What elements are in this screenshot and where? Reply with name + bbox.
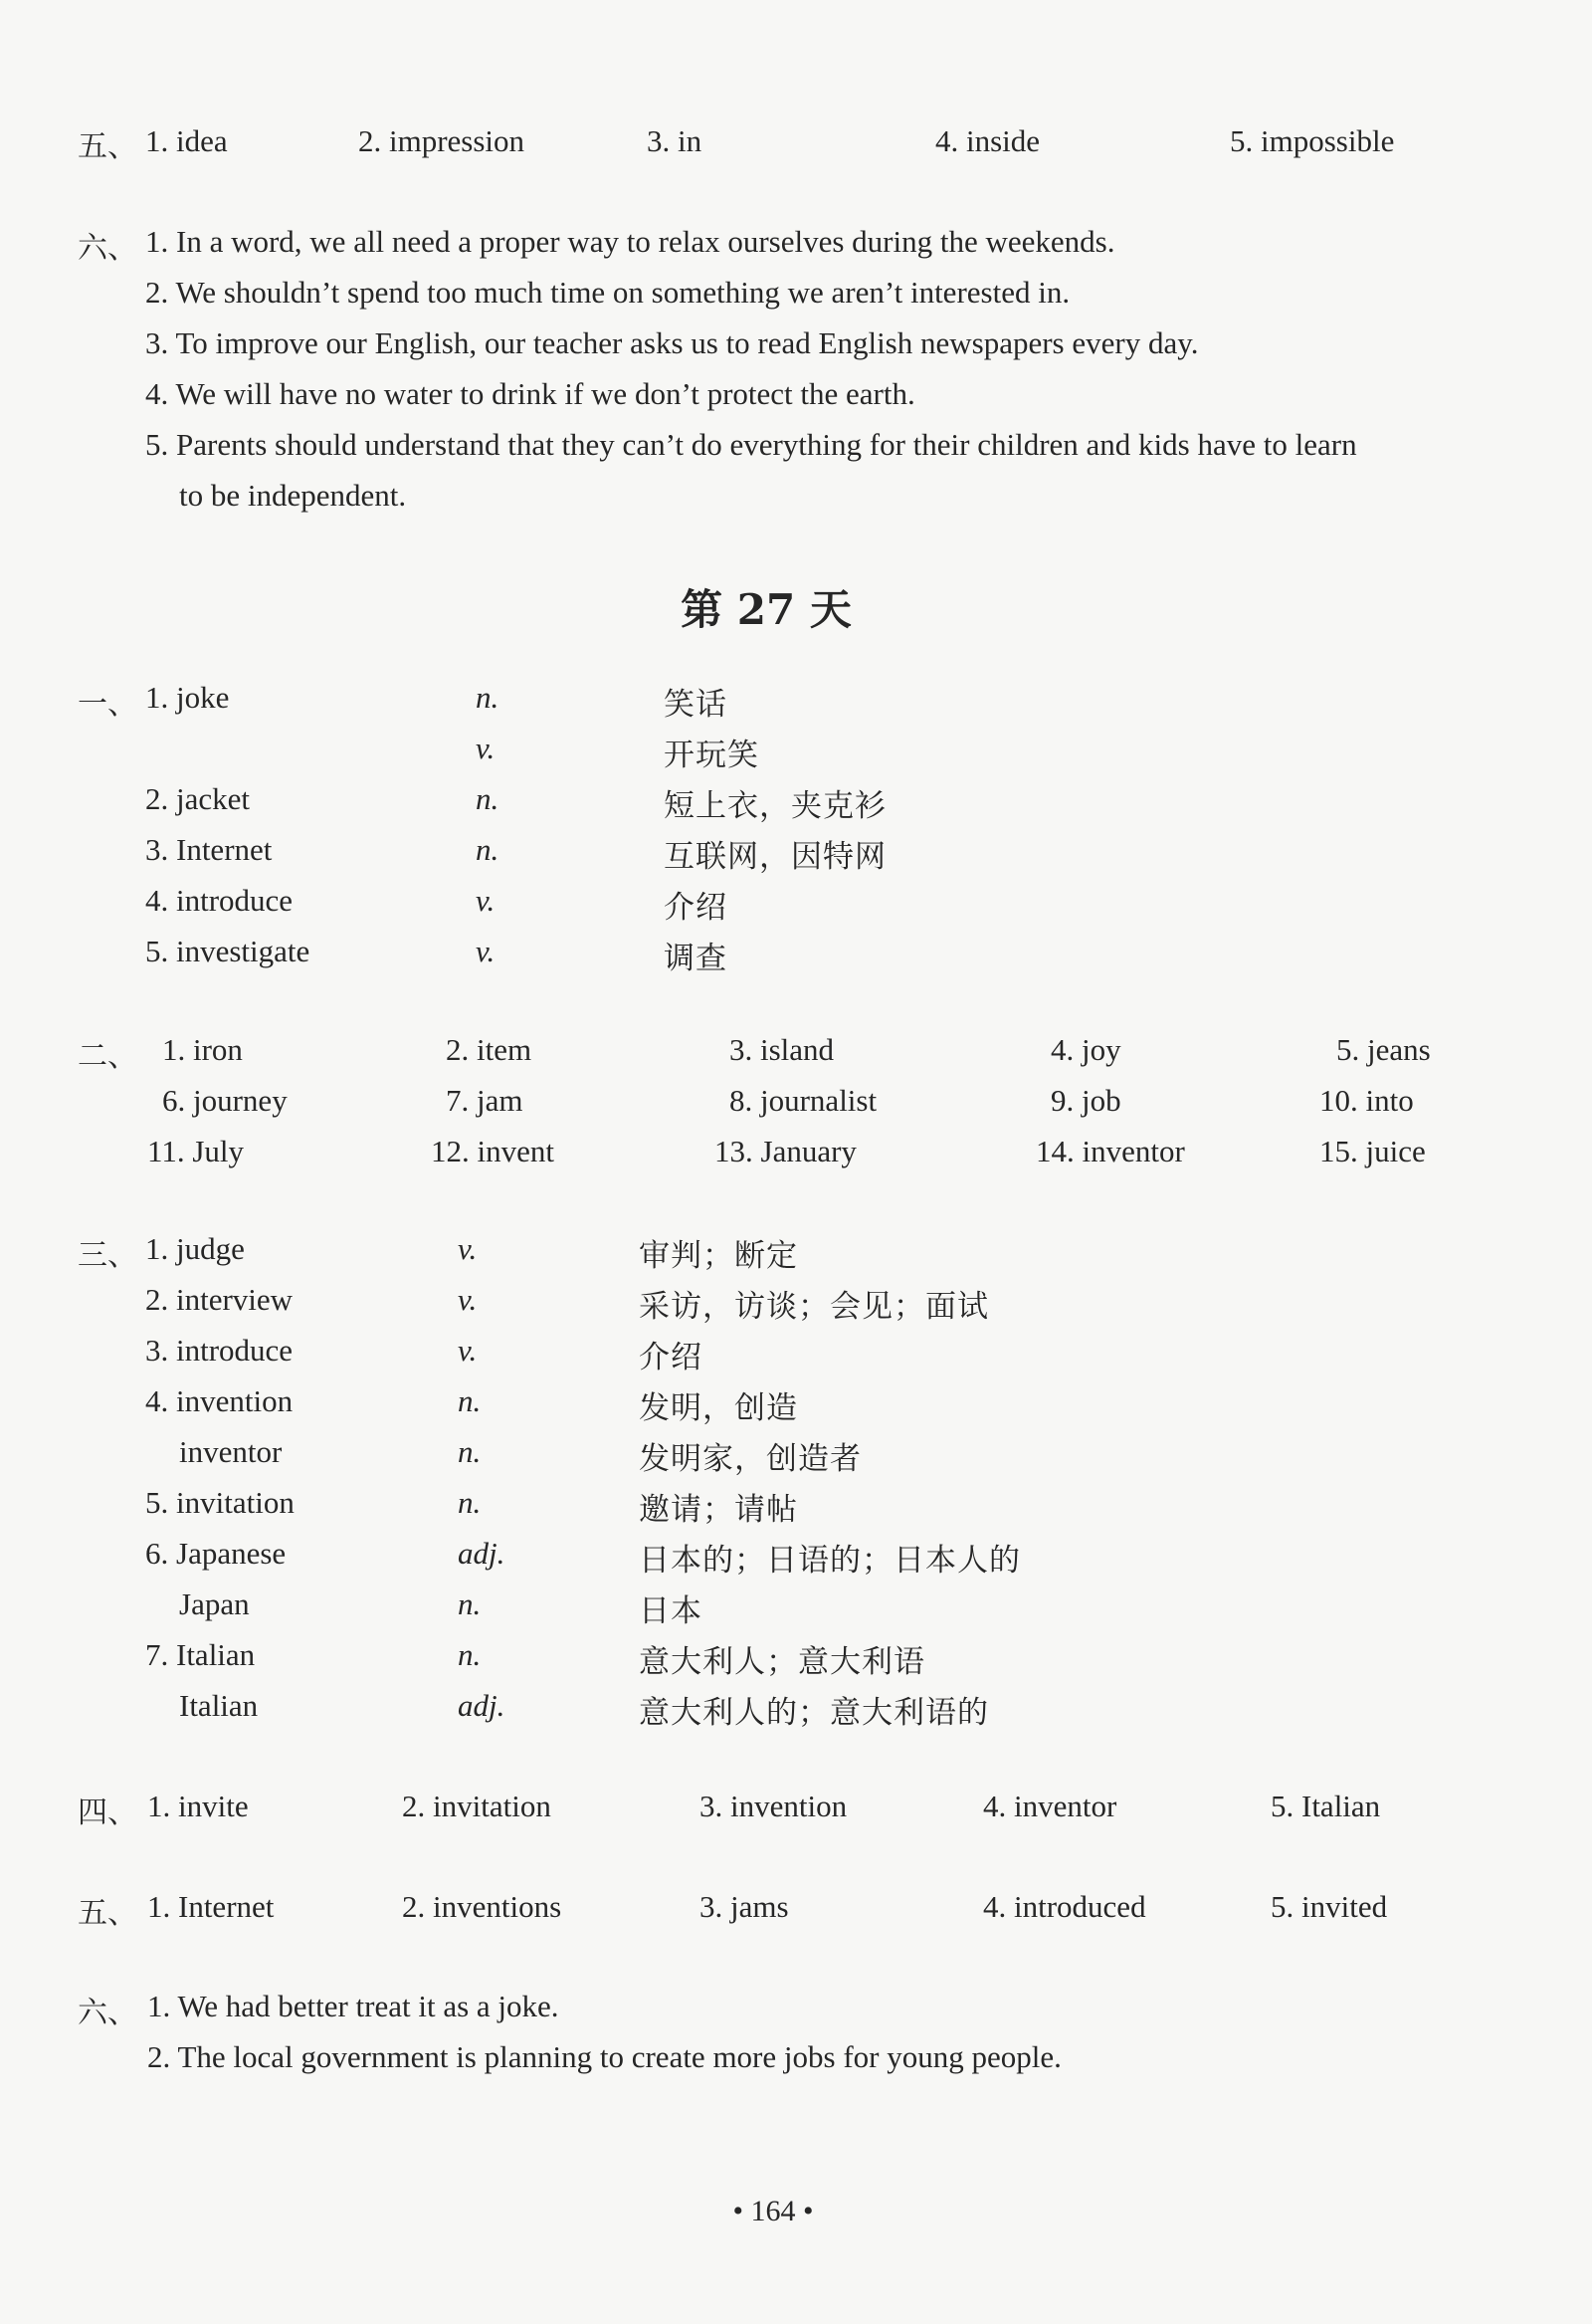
vocab-word: 3. Internet [145,832,273,867]
answer-item: 12. invent [431,1134,554,1168]
meaning: 邀请；请帖 [639,1492,798,1528]
answer-item: 11. July [147,1134,245,1168]
meaning: 审判；断定 [639,1238,798,1274]
vocab-word: 5. invitation [145,1485,295,1520]
meaning: 意大利人；意大利语 [639,1644,925,1680]
sentence: 1. In a word, we all need a proper way to relax ourselves during the weekends. [145,224,1115,259]
answer-item: 1. idea [145,123,228,158]
sentence: 5. Parents should understand that they can’t do everything for their children and kids have to learn [145,427,1357,462]
meaning: 发明家，创造者 [639,1441,862,1477]
answer-item: 3. invention [699,1789,848,1823]
answer-item: 1. iron [162,1032,243,1067]
meaning: 介绍 [639,1340,702,1375]
vocab-word: 6. Japanese [145,1536,287,1571]
answer-item: 4. joy [1051,1032,1121,1067]
answer-item: 8. journalist [729,1083,878,1118]
meaning: 日本 [639,1593,702,1629]
section-5-mark: 五、 [78,1896,137,1931]
sentence: 1. We had better treat it as a joke. [147,1989,559,2023]
section-3-mark: 三、 [78,1238,137,1273]
answer-item: 10. into [1319,1083,1414,1118]
part-of-speech: v. [458,1231,478,1266]
part-of-speech: v. [476,731,496,765]
answer-item: 13. January [714,1134,857,1168]
answer-item: 4. inventor [983,1789,1117,1823]
answer-item: 4. inside [935,123,1041,158]
vocab-word: inventor [179,1434,283,1469]
part-of-speech: adj. [458,1688,505,1723]
page-number: • 164 • [732,2195,814,2227]
vocab-word: 3. introduce [145,1333,294,1368]
answer-item: 3. jams [699,1889,789,1924]
answer-item: 6. journey [162,1083,288,1118]
vocab-word: 4. introduce [145,883,294,918]
vocab-word: 1. judge [145,1231,245,1266]
sentence: 2. The local government is planning to create more jobs for young people. [147,2039,1062,2074]
answer-item: 1. Internet [147,1889,275,1924]
answer-item: 4. introduced [983,1889,1146,1924]
part-of-speech: n. [458,1434,482,1469]
meaning: 日本的；日语的；日本人的 [639,1543,1021,1579]
section-6-mark: 六、 [78,1996,137,2030]
meaning: 发明，创造 [639,1390,798,1426]
section-2-mark: 二、 [78,1039,137,1074]
part-of-speech: v. [476,883,496,918]
answer-item: 15. juice [1319,1134,1426,1168]
day-title: 第 27 天 [681,585,852,634]
sentence-continuation: to be independent. [179,478,407,513]
meaning: 互联网，因特网 [664,839,887,875]
answer-item: 2. impression [358,123,525,158]
sentence: 4. We will have no water to drink if we don’t protect the earth. [145,376,915,411]
section-5-prev-mark: 五、 [78,129,137,164]
answer-item: 9. job [1051,1083,1121,1118]
part-of-speech: n. [458,1383,482,1418]
vocab-word: 7. Italian [145,1637,256,1672]
part-of-speech: n. [458,1485,482,1520]
vocab-word: 5. investigate [145,934,310,968]
vocab-word: 4. invention [145,1383,294,1418]
answer-item: 2. inventions [402,1889,562,1924]
meaning: 介绍 [664,890,727,926]
answer-item: 7. jam [446,1083,523,1118]
vocab-word: Italian [179,1688,259,1723]
part-of-speech: v. [458,1333,478,1368]
answer-item: 1. invite [147,1789,249,1823]
answer-item: 3. in [647,123,702,158]
sentence: 2. We shouldn’t spend too much time on something we aren’t interested in. [145,275,1071,310]
section-4-mark: 四、 [78,1796,137,1830]
section-6-prev-mark: 六、 [78,231,137,266]
answer-item: 2. item [446,1032,532,1067]
meaning: 笑话 [664,687,727,723]
section-1-mark: 一、 [78,687,137,722]
part-of-speech: n. [476,832,499,867]
answer-item: 5. impossible [1230,123,1395,158]
vocab-word: 2. jacket [145,781,251,816]
meaning: 采访，访谈；会见；面试 [639,1289,989,1325]
part-of-speech: n. [476,680,499,715]
answer-item: 5. jeans [1336,1032,1431,1067]
meaning: 短上衣，夹克衫 [664,788,887,824]
vocab-word: 1. joke [145,680,230,715]
part-of-speech: n. [458,1586,482,1621]
vocab-word: 2. interview [145,1282,294,1317]
answer-item: 3. island [729,1032,835,1067]
part-of-speech: n. [458,1637,482,1672]
vocab-word: Japan [179,1586,250,1621]
sentence: 3. To improve our English, our teacher asks us to read English newspapers every day. [145,325,1199,360]
meaning: 调查 [664,941,727,976]
answer-item: 5. invited [1271,1889,1388,1924]
answer-item: 2. invitation [402,1789,551,1823]
part-of-speech: v. [476,934,496,968]
answer-item: 5. Italian [1271,1789,1381,1823]
meaning: 开玩笑 [664,738,759,773]
answer-item: 14. inventor [1036,1134,1185,1168]
part-of-speech: adj. [458,1536,505,1571]
part-of-speech: n. [476,781,499,816]
part-of-speech: v. [458,1282,478,1317]
meaning: 意大利人的；意大利语的 [639,1695,989,1731]
